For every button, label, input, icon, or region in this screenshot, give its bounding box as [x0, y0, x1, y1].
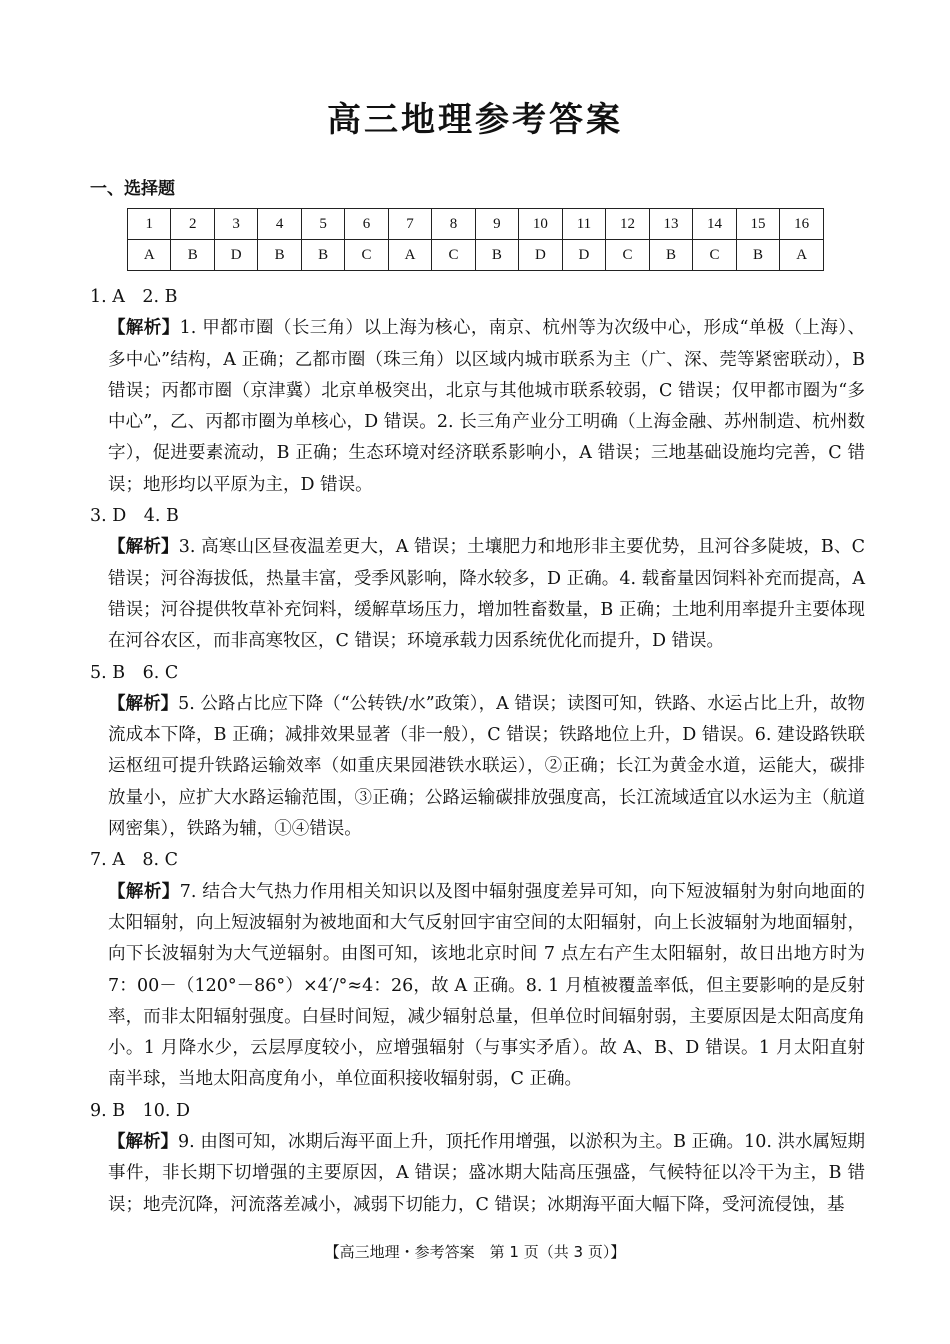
question-number-cell: 7	[388, 209, 431, 240]
answer-cell: D	[519, 240, 563, 271]
explanation-tag: 【解析】	[108, 537, 179, 558]
answer-line: 5. B 6. C	[90, 662, 179, 683]
explanation-paragraph	[90, 532, 865, 657]
explanation-tag: 【解析】	[108, 881, 180, 902]
answer-line: 9. B 10. D	[90, 1100, 191, 1121]
question-number-cell: 6	[345, 209, 388, 240]
section-heading: 一、选择题	[90, 179, 175, 199]
answer-cell: B	[258, 240, 301, 271]
explanation-paragraph	[90, 313, 865, 501]
answer-cell: B	[736, 240, 780, 271]
explanation-paragraph	[90, 689, 865, 845]
question-number-cell: 10	[519, 209, 563, 240]
question-number-cell: 2	[171, 209, 214, 240]
answer-cell: B	[171, 240, 214, 271]
question-number-cell: 1	[128, 209, 171, 240]
answer-explanations	[90, 282, 865, 1221]
explanation-text: 7. 结合大气热力作用相关知识以及图中辐射强度差异可知，向下短波辐射为射向地面的太阳辐射，向上短波辐射为被地面和大气反射回宇宙空间的太阳辐射，向上长波辐射为地面辐射，向下长波辐射为大气逆辐射。由图可知，该地北京时间 7 点左右产生太阳辐射，故日出地方时为 7：00－（120°－86°）×4′/°≈4：26，故 A 正确。8. 1 月植被覆盖率低，但主要影响的是反射率，而非太阳辐射强度。白昼时间短，减少辐射总量，但单位时间辐射弱，主要原因是太阳高度角小。1 月降水少，云层厚度较小，应增强辐射（与事实矛盾）。故 A、B、D 错误。1 月太阳直射南半球，当地太阳高度角小，单位面积接收辐射弱，C 正确。	[108, 881, 865, 1090]
answer-table-answer-row	[128, 240, 824, 271]
question-number-cell: 4	[258, 209, 301, 240]
answer-cell: A	[780, 240, 824, 271]
question-number-cell: 8	[432, 209, 475, 240]
explanation-tag: 【解析】	[108, 318, 180, 339]
answer-cell: A	[388, 240, 431, 271]
explanation-text: 5. 公路占比应下降（“公转铁/水”政策），A 错误；读图可知，铁路、水运占比上升，故物流成本下降，B 正确；减排效果显著（非一般），C 错误；铁路地位上升，D 错误。6. 建设路铁联运枢纽可提升铁路运输效率（如重庆果园港铁水联运），②正确；长江为黄金水道，运能大，碳排放量小，应扩大水路运输范围，③正确；公路运输碳排放强度高，长江流域适宜以水运为主（航道网密集），铁路为辅，①④错误。	[108, 693, 866, 840]
page-footer: 【高三地理・参考答案 第 1 页（共 3 页）】	[324, 1243, 626, 1261]
answer-cell: B	[475, 240, 518, 271]
explanation-text: 9. 由图可知，冰期后海平面上升，顶托作用增强，以淤积为主。B 正确。10. 洪水属短期事件，非长期下切增强的主要原因，A 错误；盛冰期大陆高压强盛，气候特征以冷干为主，B 错误；地壳沉降，河流落差减小，减弱下切能力，C 错误；冰期海平面大幅下降，受河流侵蚀，基	[108, 1132, 866, 1215]
answer-cell: D	[562, 240, 606, 271]
answer-cell: B	[301, 240, 344, 271]
answer-cell: C	[345, 240, 388, 271]
question-number-cell: 16	[780, 209, 824, 240]
explanation-text: 3. 高寒山区昼夜温差更大，A 错误；土壤肥力和地形非主要优势，且河谷多陡坡，B、C 错误；河谷海拔低，热量丰富，受季风影响，降水较多，D 正确。4. 载畜量因饲料补充而提高，A 错误；河谷提供牧草补充饲料，缓解草场压力，增加牲畜数量，B 正确；土地利用率提升主要体现在河谷农区，而非高寒牧区，C 错误；环境承载力因系统优化而提升，D 错误。	[108, 537, 865, 652]
answer-line: 3. D 4. B	[90, 506, 179, 527]
question-number-cell: 11	[562, 209, 606, 240]
page-title: 高三地理参考答案	[327, 100, 623, 140]
answer-cell: C	[606, 240, 650, 271]
answer-line: 1. A 2. B	[90, 287, 178, 307]
answer-line: 7. A 8. C	[90, 850, 179, 871]
answer-cell: D	[214, 240, 257, 271]
explanation-tag: 【解析】	[108, 1132, 179, 1153]
answer-table-number-row	[128, 209, 824, 240]
answer-table	[127, 208, 824, 271]
question-number-cell: 3	[214, 209, 257, 240]
explanation-paragraph	[90, 877, 865, 1096]
explanation-text: 1. 甲都市圈（长三角）以上海为核心，南京、杭州等为次级中心，形成“单极（上海）、多中心”结构，A 正确；乙都市圈（珠三角）以区域内城市联系为主（广、深、莞等紧密联动），B 错误；丙都市圈（京津冀）北京单极突出，北京与其他城市联系较弱，C 错误；仅甲都市圈为“多中心”，乙、丙都市圈为单核心，D 错误。2. 长三角产业分工明确（上海金融、苏州制造、杭州数字），促进要素流动，B 正确；生态环境对经济联系影响小，A 错误；三地基础设施均完善，C 错误；地形均以平原为主，D 错误。	[108, 318, 865, 495]
question-number-cell: 13	[649, 209, 693, 240]
explanation-paragraph	[90, 1127, 865, 1221]
answer-cell: B	[649, 240, 693, 271]
question-number-cell: 12	[606, 209, 650, 240]
answer-cell: C	[432, 240, 475, 271]
question-number-cell: 5	[301, 209, 344, 240]
question-number-cell: 14	[693, 209, 737, 240]
answer-cell: C	[693, 240, 737, 271]
question-number-cell: 15	[736, 209, 780, 240]
answer-cell: A	[128, 240, 171, 271]
question-number-cell: 9	[475, 209, 518, 240]
explanation-tag: 【解析】	[108, 693, 179, 714]
